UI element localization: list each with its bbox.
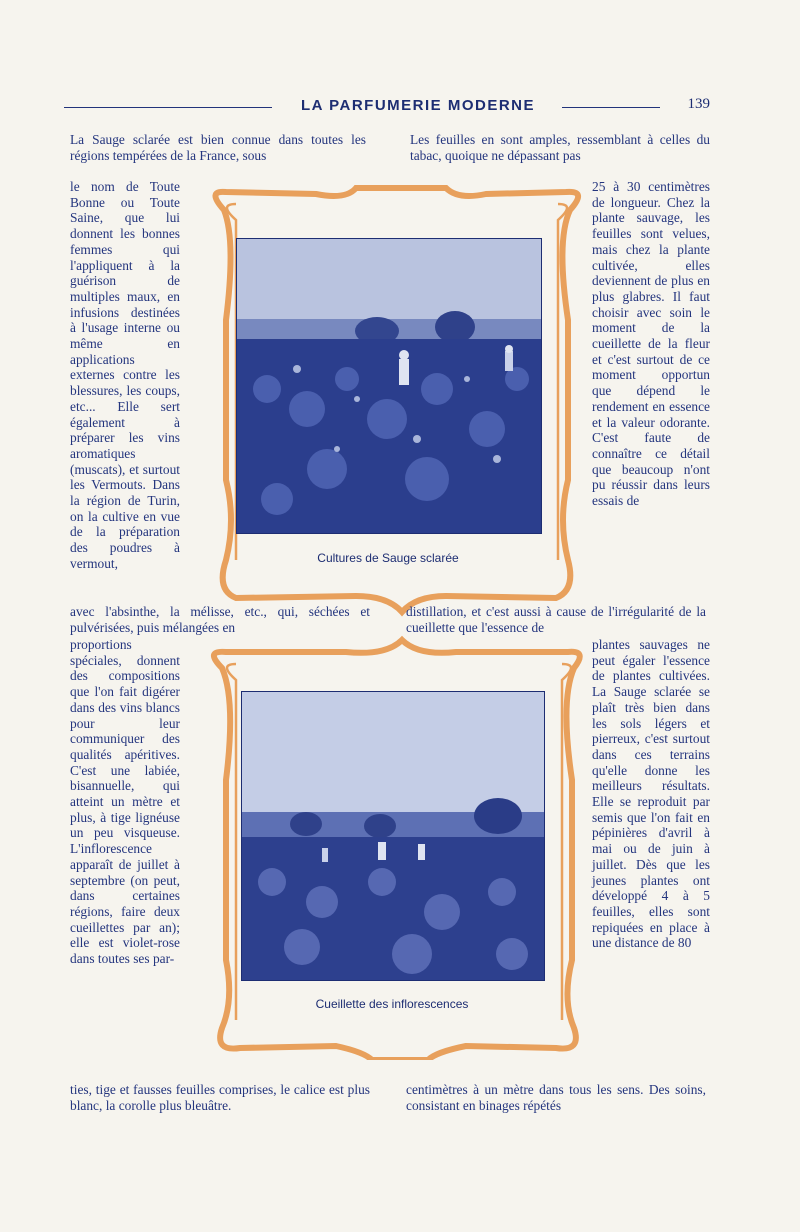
text-bottom-strip [70, 1082, 710, 1113]
text-wrap-left-upper: le nom de Toute Bonne ou Toute Saine, que lui donnent les bonnes femmes qui l'appliquent à la guérison de multiples maux, en infusions destinées à l'usage interne ou même en applications externes contre les blessures, les coups, etc... Elle sert également à préparer les vins aromatiques (muscats), et surtout les Vermouts. Dans la région de Turin, on la cultive en vue de la préparation des poudres à vermout, [70, 179, 180, 571]
text-wrap-right-lower: plantes sauvages ne peut égaler l'essence de plantes cultivées. La Sauge sclarée se plaît très bien dans les sols légers et pierreux, c'est surtout dans ces terrains qu'elle donne les meilleurs résultats. Elle se reproduit par semis que l'on fait en pépinières d'avril à mai ou de juin à juillet. Dès que les jeunes plantes ont développé 4 à 5 feuilles, elles sont repiquées en place à une distance de 80 [592, 637, 710, 951]
text-middle-left: avec l'absinthe, la mélisse, etc., qui, séchées et pulvérisées, puis mélangées en [70, 604, 370, 635]
text-middle-right: distillation, et c'est aussi à cause de l'irrégularité de la cueillette que l'essence de [406, 604, 706, 635]
text-middle-strip [70, 604, 710, 635]
text-bottom-right: centimètres à un mètre dans tous les sens. Des soins, consistant en binages répétés [406, 1082, 706, 1113]
caption-sage-cultivation: Cultures de Sauge sclarée [317, 551, 459, 565]
text-bottom-left: ties, tige et fausses feuilles comprises, le calice est plus blanc, la corolle plus bleuâtre. [70, 1082, 370, 1113]
journal-title: LA PARFUMERIE MODERNE [301, 97, 535, 114]
photo-sage-cultivation [236, 238, 542, 534]
text-wrap-left-lower: proportions spéciales, donnent des compositions que l'on fait digérer dans des vins blancs pour leur communiquer des qualités apéritives. C'est une labiée, bisannuelle, qui atteint un mètre et plus, à tige lignéuse un peu visqueuse. L'inflorescence apparaît de juillet à septembre (on peut, dans certaines régions, faire deux cueillettes par an); elle est violet-rose dans toutes ses par- [70, 637, 180, 967]
header-rule-left [64, 107, 272, 108]
caption-harvest-inflorescences: Cueillette des inflorescences [315, 997, 469, 1011]
page-number: 139 [687, 96, 710, 112]
paragraph-intro-right: Les feuilles en sont amples, ressemblant à celles du tabac, quoique ne dépassant pas [410, 132, 710, 163]
running-header [64, 96, 710, 120]
header-rule-right [562, 107, 660, 108]
text-wrap-right-upper: 25 à 30 centimètres de longueur. Chez la plante sauvage, les feuilles sont velues, mais chez la plante cultivée, elles deviennent de plus en plus glabres. Il faut choisir avec soin le moment de la cueillette de la fleur et c'est surtout de ce moment opportun que dépend le rendement en essence et la valeur odorante. C'est faute de connaître ce détail que beaucoup n'ont pu réussir dans leurs essais de [592, 179, 710, 509]
photo-harvest-inflorescences [241, 691, 545, 981]
paragraph-intro-left: La Sauge sclarée est bien connue dans toutes les régions tempérées de la France, sous [70, 132, 366, 163]
